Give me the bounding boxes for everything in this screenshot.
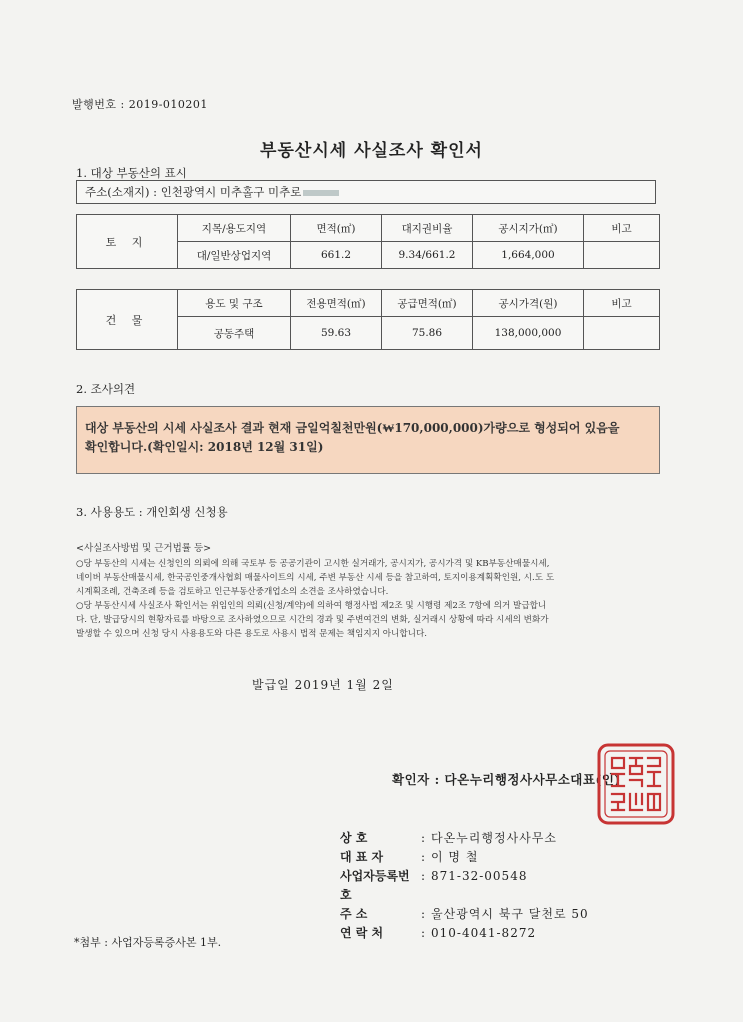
business-value: 울산광역시 북구 달천로 50	[431, 907, 589, 921]
colon-separator: :	[420, 926, 426, 940]
colon-separator: :	[420, 850, 426, 864]
redaction-mark	[303, 190, 339, 196]
building-value-cell: 59.63	[291, 317, 382, 350]
business-label: 대 표 자	[340, 850, 384, 864]
building-header-cell: 비고	[584, 290, 660, 317]
land-header-cell: 대지권비율	[382, 215, 473, 242]
land-table	[76, 214, 660, 269]
business-value: 871-32-00548	[431, 869, 528, 883]
address-text: 주소(소재지) : 인천광역시 미추홀구 미추로	[85, 185, 302, 199]
section3-heading: 3. 사용용도 : 개인회생 신청용	[76, 505, 228, 519]
method-heading: <사실조사방법 및 근거법률 등>	[76, 543, 212, 554]
business-row	[340, 905, 589, 924]
colon-separator: :	[420, 869, 426, 883]
method-line: 다. 단, 발급당시의 현황자료를 바탕으로 조사하였으므로 시간의 경과 및 주변여건의 변화, 실거래시 상황에 따라 시세의 변화가	[76, 615, 549, 625]
business-value: 이 명 철	[431, 850, 479, 864]
building-value-cell: 공동주택	[178, 317, 291, 350]
issue-date: 발급일 2019년 1월 2일	[252, 678, 394, 692]
official-seal-icon	[596, 742, 676, 826]
land-value-cell: 661.2	[291, 242, 382, 269]
method-line: 네이버 부동산매물시세, 한국공인중개사협회 매물사이트의 시세, 주변 부동산 시세 등을 참고하여, 토지이용계획확인원, 시.도 도	[76, 573, 555, 583]
building-value-cell	[584, 317, 660, 350]
land-value-cell: 1,664,000	[473, 242, 584, 269]
issue-number: 발행번호 : 2019-010201	[72, 98, 208, 111]
building-row-label: 건 물	[77, 290, 178, 350]
opinion-line: 확인합니다.(확인일시: 2018년 12월 31일)	[85, 440, 324, 454]
land-header-cell: 지목/용도지역	[178, 215, 291, 242]
business-row	[340, 924, 589, 943]
colon-separator: :	[420, 907, 426, 921]
method-line: ○당 부동산의 시세는 신청인의 의뢰에 의해 국토부 등 공공기관이 고시한 실거래가, 공시지가, 공시가격 및 KB부동산매물시세,	[76, 559, 550, 569]
business-value: 다온누리행정사사무소	[431, 831, 557, 845]
opinion-box	[76, 406, 660, 474]
confirmer-line: 확인자 : 다온누리행정사사무소대표(인)	[392, 772, 621, 787]
land-value-cell	[584, 242, 660, 269]
opinion-line: 대상 부동산의 시세 사실조사 결과 현재 금일억칠천만원(₩170,000,000)가량으로 형성되어 있음을	[85, 421, 620, 435]
business-row	[340, 867, 589, 905]
method-line: ○당 부동산시세 사실조사 확인서는 위임인의 의뢰(신청/계약)에 의하여 행정사법 제2조 및 시행령 제2조 7항에 의거 발급합니	[76, 601, 547, 611]
business-info	[340, 829, 589, 943]
building-header-cell: 전용면적(㎡)	[291, 290, 382, 317]
method-line: 발생할 수 있으며 신청 당시 사용용도와 다른 용도로 사용시 법적 문제는 책임지지 아니합니다.	[76, 629, 427, 639]
building-header-cell: 용도 및 구조	[178, 290, 291, 317]
section2-heading: 2. 조사의견	[76, 382, 136, 396]
attachment-note: *첨부 : 사업자등록증사본 1부.	[74, 936, 222, 949]
business-row	[340, 829, 589, 848]
business-label: 연 락 처	[340, 926, 384, 940]
business-row	[340, 848, 589, 867]
building-table	[76, 289, 660, 350]
business-value: 010-4041-8272	[431, 926, 537, 940]
business-label: 주 소	[340, 907, 368, 921]
land-header-cell: 공시지가(㎡)	[473, 215, 584, 242]
document-title: 부동산시세 사실조사 확인서	[260, 141, 483, 161]
building-header-cell: 공시가격(원)	[473, 290, 584, 317]
business-label: 상 호	[340, 831, 368, 845]
method-line: 시계획조례, 건축조례 등을 검토하고 인근부동산중개업소의 소견을 조사하였습니다.	[76, 587, 389, 597]
land-header-cell: 비고	[584, 215, 660, 242]
address-box	[76, 180, 656, 204]
land-value-cell: 대/일반상업지역	[178, 242, 291, 269]
land-row-label: 토 지	[77, 215, 178, 269]
building-header-cell: 공급면적(㎡)	[382, 290, 473, 317]
land-header-cell: 면적(㎡)	[291, 215, 382, 242]
section1-heading: 1. 대상 부동산의 표시	[76, 166, 187, 180]
colon-separator: :	[420, 831, 426, 845]
business-label: 사업자등록번호	[340, 869, 410, 902]
building-value-cell: 138,000,000	[473, 317, 584, 350]
land-value-cell: 9.34/661.2	[382, 242, 473, 269]
method-notes	[76, 542, 676, 641]
building-value-cell: 75.86	[382, 317, 473, 350]
